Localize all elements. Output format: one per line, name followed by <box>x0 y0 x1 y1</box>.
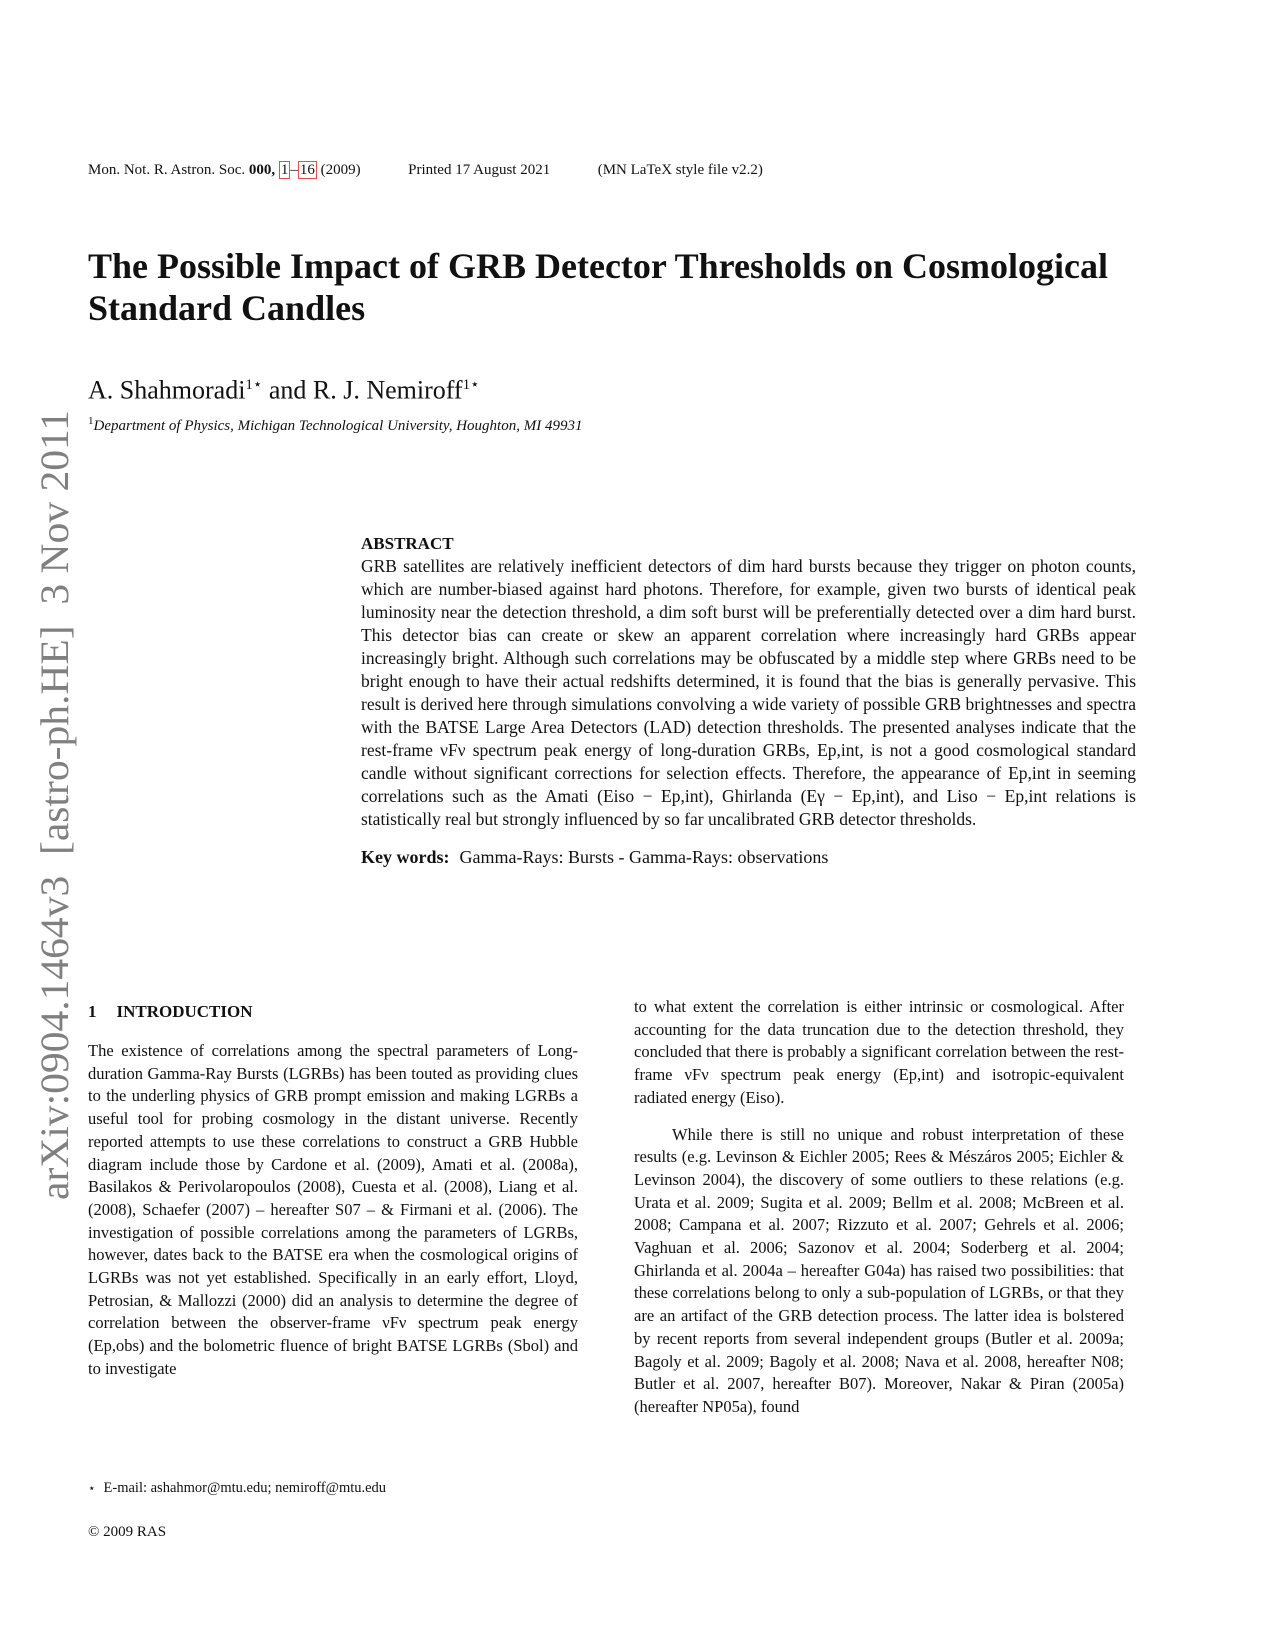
running-header <box>88 162 763 179</box>
keywords-text: Gamma-Rays: Bursts - Gamma-Rays: observations <box>459 847 829 867</box>
intro-paragraph-2: to what extent the correlation is either intrinsic or cosmological. After accounting for the data truncation due to the detection threshold, they concluded that there is probably a significant correlation between the rest-frame νFν spectrum peak energy (Ep,int) and isotropic-equivalent radiated energy (Eiso). <box>634 997 1124 1107</box>
footnote <box>88 1480 386 1497</box>
author-2-mark: 1⋆ <box>462 377 480 393</box>
journal-name: Mon. Not. R. Astron. Soc. <box>88 162 246 178</box>
right-column <box>634 996 1124 1419</box>
abstract-body: GRB satellites are relatively inefficient detectors of dim hard bursts because they trigger on photon counts, which are number-biased against hard photons. Therefore, for example, given two bursts of identical peak luminosity near the detection threshold, a dim soft burst will be preferentially detected over a dim hard burst. This detector bias can create or skew an apparent correlation where increasingly hard GRBs appear increasingly bright. Although such correlations may be obfuscated by a middle step where GRBs need to be bright enough to have their actual redshifts determined, it is found that the bias is generally pervasive. This result is derived here through simulations convolving a wide variety of possible GRB brightnesses and spectra with the BATSE Large Area Detectors (LAD) detection thresholds. The presented analyses indicate that the rest-frame νFν spectrum peak energy of long-duration GRBs, Ep,int, is not a good cosmological standard candle without significant corrections for selection effects. Therefore, the appearance of Ep,int in seeming correlations such as the Amati (Eiso − Ep,int), Ghirlanda (Eγ − Ep,int), and Liso − Ep,int relations is statistically real but strongly influenced by so far uncalibrated GRB detector thresholds. <box>361 556 1136 829</box>
author-1: A. Shahmoradi <box>88 375 246 405</box>
style-note: (MN LaTeX style file v2.2) <box>597 162 763 178</box>
footnote-text: E-mail: ashahmor@mtu.edu; nemiroff@mtu.edu <box>103 1480 387 1496</box>
copyright: © 2009 RAS <box>88 1524 167 1540</box>
section-number: 1 <box>88 1002 97 1021</box>
keywords <box>361 847 1136 868</box>
author-2: R. J. Nemiroff <box>312 375 463 405</box>
affiliation <box>88 415 582 435</box>
volume: 000, <box>248 162 276 178</box>
affiliation-mark: 1 <box>88 415 94 427</box>
author-1-mark: 1⋆ <box>245 377 263 393</box>
paper-title: The Possible Impact of GRB Detector Thresholds on Cosmological Standard Candles <box>88 246 1109 328</box>
section-title: INTRODUCTION <box>116 1002 253 1021</box>
footnote-mark: ⋆ <box>88 1481 96 1495</box>
year: (2009) <box>320 162 361 178</box>
page-separator: – <box>290 162 298 178</box>
intro-paragraph-3: While there is still no unique and robust interpretation of these results (e.g. Levinson & Eichler 2005; Rees & Mészáros 2005; Eichler & Levinson 2004), the discovery of some outliers to these relations (e.g. Urata et al. 2009; Sugita et al. 2009; Bellm et al. 2008; McBreen et al. 2008; Campana et al. 2007; Rizzuto et al. 2007; Gehrels et al. 2006; Vaghuan et al. 2006; Sazonov et al. 2004; Soderberg et al. 2004; Ghirlanda et al. 2004a – hereafter G04a) has raised two possibilities: that these correlations belong to only a sub-population of LGRBs, or that they are an artifact of the GRB detection process. The latter idea is bolstered by recent reports from several independent groups (Butler et al. 2009a; Bagoly et al. 2009; Bagoly et al. 2008; Nava et al. 2008, hereafter N08; Butler et al. 2007, hereafter B07). Moreover, Nakar & Piran (2005a) (hereafter NP05a), found <box>634 1124 1124 1416</box>
arxiv-identifier: arXiv:0904.1464v3 [astro-ph.HE] 3 Nov 2011 <box>32 439 77 1200</box>
affiliation-text: Department of Physics, Michigan Technological University, Houghton, MI 49931 <box>93 418 583 434</box>
abstract-heading: ABSTRACT <box>361 534 454 553</box>
author-line <box>88 375 479 406</box>
keywords-label: Key words: <box>361 847 450 867</box>
arxiv-stamp <box>28 400 78 1200</box>
abstract <box>361 533 1136 868</box>
left-column <box>88 1040 578 1381</box>
section-heading <box>88 1002 253 1022</box>
page-start-link[interactable]: 1 <box>280 162 289 178</box>
intro-paragraph-1: The existence of correlations among the spectral parameters of Long-duration Gamma-Ray Bursts (LGRBs) has been touted as providing clues to the underling physics of GRB prompt emission and making LGRBs a useful tool for probing cosmology in the distant universe. Recently reported attempts to use these correlations to construct a GRB Hubble diagram include those by Cardone et al. (2009), Amati et al. (2008a), Basilakos & Perivolaropoulos (2008), Cuesta et al. (2008), Liang et al. (2008), Schaefer (2007) – hereafter S07 – & Firmani et al. (2006). The investigation of possible correlations among the parameters of LGRBs, however, dates back to the BATSE era when the cosmological origins of LGRBs was not yet established. Specifically in an early effort, Lloyd, Petrosian, & Mallozzi (2000) did an analysis to determine the degree of correlation between the observer-frame νFν spectrum peak energy (Ep,obs) and the bolometric fluence of bright BATSE LGRBs (Sbol) and to investigate <box>88 1041 578 1378</box>
printed-date: Printed 17 August 2021 <box>408 162 551 178</box>
page-end-link[interactable]: 16 <box>299 162 315 178</box>
author-conjunction: and <box>262 375 313 405</box>
